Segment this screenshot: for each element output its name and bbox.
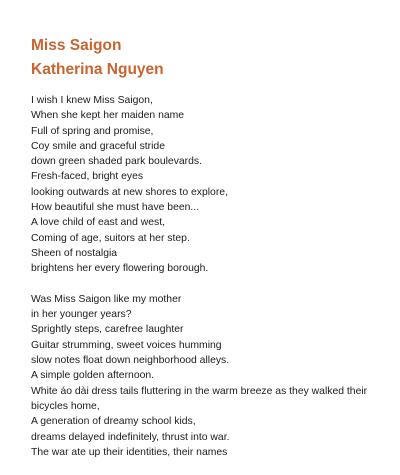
- poem-line: When she kept her maiden name: [31, 110, 185, 122]
- poem-line: Coming of age, suitors at her step.: [31, 232, 190, 244]
- poem-line: Sprightly steps, carefree laughter: [31, 324, 184, 336]
- poem-line: down green shaded park boulevards.: [31, 156, 202, 168]
- poem-line: A simple golden afternoon.: [31, 370, 155, 382]
- poem-line: White áo dài dress tails fluttering in the warm breeze as they walked their bicycles home,: [31, 385, 368, 412]
- poem-line: I wish I knew Miss Saigon,: [31, 95, 153, 106]
- poem-line: Coy smile and graceful stride: [31, 140, 165, 152]
- poem-body: [31, 93, 391, 475]
- poem-author: Katherina Nguyen: [31, 61, 164, 78]
- poem-line: The war ate up their identities, their names: [31, 446, 228, 458]
- poem-line: Guitar strumming, sweet voices humming: [31, 339, 222, 351]
- stanza-1: [31, 93, 391, 277]
- stanza-2: [31, 292, 391, 460]
- poem-line: Was Miss Saigon like my mother: [31, 293, 182, 305]
- poem-line: A generation of dreamy school kids,: [31, 416, 196, 428]
- poem-line: Full of spring and promise,: [31, 125, 154, 137]
- poem-title: Miss Saigon: [31, 37, 122, 54]
- poem-line: looking outwards at new shores to explore,: [31, 186, 228, 198]
- poem-line: dreams delayed indefinitely, thrust into war.: [31, 431, 230, 443]
- poem-line: slow notes float down neighborhood alleys.: [31, 355, 230, 367]
- poem-line: A love child of east and west,: [31, 217, 166, 229]
- poem-line: How beautiful she must have been...: [31, 202, 200, 214]
- poem-line: Sheen of nostalgia: [31, 247, 118, 259]
- poem-line: Fresh-faced, bright eyes: [31, 171, 144, 183]
- poem-line: in her younger years?: [31, 309, 132, 321]
- poem-line: brightens her every flowering borough.: [31, 263, 209, 275]
